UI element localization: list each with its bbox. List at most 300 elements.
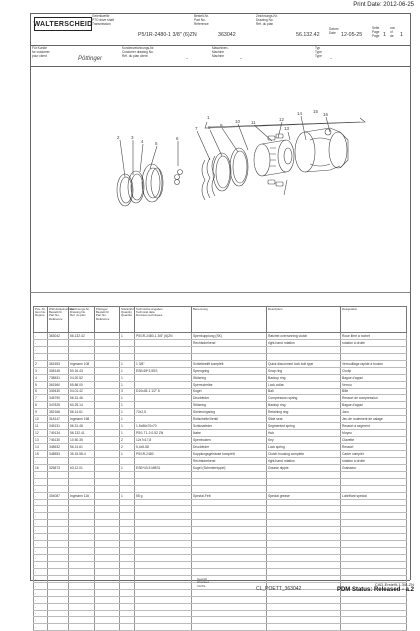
table-cell bbox=[192, 506, 267, 513]
table-cell: 746130 bbox=[48, 437, 69, 444]
table-cell bbox=[69, 610, 95, 617]
balloon-9: 9 bbox=[220, 123, 223, 128]
table-cell bbox=[267, 575, 341, 582]
table-cell bbox=[267, 610, 341, 617]
table-cell: - bbox=[34, 568, 48, 575]
table-cell bbox=[48, 339, 69, 346]
table-row bbox=[34, 450, 407, 457]
table-cell bbox=[48, 568, 69, 575]
table-cell bbox=[120, 499, 135, 506]
table-cell bbox=[69, 534, 95, 541]
table-cell bbox=[69, 513, 95, 520]
table-cell bbox=[120, 527, 135, 534]
table-cell bbox=[120, 506, 135, 513]
table-cell bbox=[192, 471, 267, 478]
balloon-8: 8 bbox=[208, 125, 211, 130]
table-cell bbox=[341, 555, 407, 562]
table-cell: - bbox=[34, 596, 48, 603]
table-cell bbox=[48, 596, 69, 603]
table-cell: 2 bbox=[120, 444, 135, 451]
table-cell: 749134 bbox=[48, 430, 69, 437]
table-cell: 1 bbox=[120, 374, 135, 381]
table-cell bbox=[135, 471, 192, 478]
table-cell: Ressort de compression bbox=[341, 395, 407, 402]
table-cell bbox=[95, 374, 120, 381]
table-row bbox=[34, 395, 407, 402]
table-cell bbox=[192, 561, 267, 568]
table-cell: 347825 bbox=[48, 402, 69, 409]
balloon-10: 10 bbox=[235, 119, 241, 124]
table-cell: 1 bbox=[120, 367, 135, 374]
table-cell: - bbox=[34, 603, 48, 610]
balloon-15: 15 bbox=[313, 109, 319, 114]
table-cell bbox=[341, 541, 407, 548]
page-value: 1 bbox=[383, 32, 386, 38]
table-cell: Ratchet overrunning clutch bbox=[267, 333, 341, 340]
table-cell bbox=[48, 589, 69, 596]
table-cell bbox=[120, 610, 135, 617]
table-cell: rotation à droite bbox=[341, 339, 407, 346]
table-cell bbox=[135, 548, 192, 555]
table-cell bbox=[267, 485, 341, 492]
table-row bbox=[34, 381, 407, 388]
machine-value: - bbox=[240, 56, 242, 62]
table-row bbox=[34, 603, 407, 610]
table-cell bbox=[341, 624, 407, 631]
table-cell: 1 bbox=[120, 395, 135, 402]
table-cell bbox=[95, 492, 120, 499]
table-cell: 72x2,5 bbox=[135, 409, 192, 416]
table-cell: Graisseur bbox=[341, 464, 407, 471]
table-cell: 56.132.42 bbox=[69, 333, 95, 340]
table-cell bbox=[267, 513, 341, 520]
table-cell: Schiebestift komplett bbox=[192, 360, 267, 367]
table-cell bbox=[69, 339, 95, 346]
customer-labels: Für Kunde for customer pour client bbox=[32, 46, 50, 58]
table-cell: 345131 bbox=[48, 423, 69, 430]
table-cell bbox=[95, 548, 120, 555]
table-cell: Ressort à segment bbox=[341, 423, 407, 430]
table-cell: 14 bbox=[34, 444, 48, 451]
table-cell: 308145 bbox=[48, 367, 69, 374]
table-cell bbox=[341, 610, 407, 617]
table-cell: 2 bbox=[34, 360, 48, 367]
table-cell bbox=[135, 603, 192, 610]
table-cell bbox=[192, 513, 267, 520]
table-cell bbox=[341, 520, 407, 527]
table-cell: 361553 bbox=[48, 360, 69, 367]
table-cell: 12x7x17,8 bbox=[135, 437, 192, 444]
table-cell: Kugel bbox=[192, 388, 267, 395]
table-cell: Lock spring bbox=[267, 444, 341, 451]
table-cell bbox=[135, 381, 192, 388]
table-cell bbox=[341, 506, 407, 513]
table-cell bbox=[95, 596, 120, 603]
table-cell bbox=[69, 541, 95, 548]
table-cell bbox=[135, 610, 192, 617]
table-row bbox=[34, 499, 407, 506]
table-cell bbox=[95, 339, 120, 346]
table-cell bbox=[69, 582, 95, 589]
table-cell bbox=[69, 561, 95, 568]
designation-value: P5/1R-2480-1 3/8" (6)ZN bbox=[138, 32, 197, 38]
table-cell bbox=[341, 499, 407, 506]
table-cell bbox=[69, 568, 95, 575]
table-row bbox=[34, 596, 407, 603]
table-cell bbox=[69, 520, 95, 527]
table-cell bbox=[341, 471, 407, 478]
table-cell: 60.25.14 bbox=[69, 402, 95, 409]
table-cell: 5 bbox=[34, 381, 48, 388]
table-cell: Ball bbox=[267, 388, 341, 395]
table-cell bbox=[192, 610, 267, 617]
machine-labels: Maschinen- Machine Machine bbox=[212, 46, 229, 58]
table-cell bbox=[95, 575, 120, 582]
table-cell: Sperrscheibe bbox=[192, 381, 267, 388]
table-cell bbox=[192, 548, 267, 555]
customer-value: Pöttinger bbox=[78, 56, 103, 62]
table-cell bbox=[95, 409, 120, 416]
table-row bbox=[34, 367, 407, 374]
table-cell bbox=[135, 478, 192, 485]
table-cell: 16 bbox=[34, 464, 48, 471]
table-cell: 7 bbox=[34, 395, 48, 402]
table-cell bbox=[48, 527, 69, 534]
table-cell bbox=[135, 561, 192, 568]
table-cell bbox=[192, 603, 267, 610]
table-cell: 50.16.43 bbox=[69, 367, 95, 374]
order-labels: Bestell-Nr. Part No. Reference bbox=[194, 14, 209, 26]
table-cell bbox=[48, 561, 69, 568]
table-row bbox=[34, 353, 407, 360]
table-cell bbox=[192, 478, 267, 485]
table-cell: P5/1 T1-3 0-52 ZN bbox=[135, 430, 192, 437]
table-cell bbox=[48, 513, 69, 520]
table-cell: Clutch housing complete bbox=[267, 450, 341, 457]
table-cell bbox=[120, 575, 135, 582]
table-cell bbox=[48, 520, 69, 527]
table-cell bbox=[95, 617, 120, 624]
table-cell bbox=[120, 589, 135, 596]
table-cell bbox=[120, 478, 135, 485]
table-cell: Sperrbolzen bbox=[192, 437, 267, 444]
table-cell: - bbox=[34, 561, 48, 568]
table-cell: 12 bbox=[34, 430, 48, 437]
table-cell: Compression spring bbox=[267, 395, 341, 402]
exploded-view-drawing bbox=[0, 0, 420, 295]
table-cell bbox=[135, 624, 192, 631]
table-cell: Bille bbox=[341, 388, 407, 395]
table-row bbox=[34, 388, 407, 395]
table-cell: Quick disconnect lock bolt type bbox=[267, 360, 341, 367]
table-cell: Segmented spring bbox=[267, 423, 341, 430]
table-cell bbox=[267, 520, 341, 527]
table-cell bbox=[341, 603, 407, 610]
footer-cad-code: CAD-Erstellt-1-3/8-ZN bbox=[374, 582, 414, 587]
table-cell: right-hand rotation bbox=[267, 457, 341, 464]
table-cell: Sprengring bbox=[192, 367, 267, 374]
table-cell bbox=[192, 485, 267, 492]
table-cell: Backup ring bbox=[267, 402, 341, 409]
footer-code: CL_POETT_363042 bbox=[256, 586, 302, 592]
table-cell bbox=[192, 624, 267, 631]
table-cell: Bague d'appui bbox=[341, 374, 407, 381]
table-cell bbox=[95, 437, 120, 444]
table-row bbox=[34, 374, 407, 381]
table-cell: 65.86.00 bbox=[69, 381, 95, 388]
table-cell bbox=[69, 548, 95, 555]
table-cell: - bbox=[34, 610, 48, 617]
table-cell bbox=[341, 617, 407, 624]
table-cell: 13 bbox=[34, 437, 48, 444]
table-cell bbox=[69, 457, 95, 464]
table-cell: 1 bbox=[120, 464, 135, 471]
table-cell: Ingmann 108 bbox=[69, 360, 95, 367]
table-cell: Moyeu bbox=[341, 430, 407, 437]
table-cell bbox=[341, 548, 407, 555]
table-row bbox=[34, 423, 407, 430]
table-cell: - bbox=[34, 617, 48, 624]
table-cell bbox=[192, 534, 267, 541]
table-cell bbox=[48, 624, 69, 631]
table-row bbox=[34, 548, 407, 555]
table-row bbox=[34, 409, 407, 416]
table-cell bbox=[192, 527, 267, 534]
table-cell: Hub bbox=[267, 430, 341, 437]
table-cell: 363042 bbox=[48, 333, 69, 340]
table-cell bbox=[69, 589, 95, 596]
table-cell bbox=[120, 548, 135, 555]
table-row bbox=[34, 568, 407, 575]
table-cell bbox=[48, 485, 69, 492]
table-cell: - bbox=[34, 339, 48, 346]
table-cell: 11 bbox=[34, 423, 48, 430]
column-header: Zeichnungs-Nr. Drawing No. Réf. du plan bbox=[69, 307, 95, 333]
table-cell bbox=[120, 520, 135, 527]
table-cell bbox=[267, 617, 341, 624]
table-cell bbox=[341, 527, 407, 534]
pages-value: 1 bbox=[400, 32, 403, 38]
company-logo: WALTERSCHEID bbox=[34, 17, 92, 31]
table-cell bbox=[95, 360, 120, 367]
table-cell: 345790 bbox=[48, 395, 69, 402]
table-cell: 1 bbox=[120, 381, 135, 388]
table-cell: - bbox=[34, 541, 48, 548]
table-cell: Kupplungsgehäuse komplett bbox=[192, 450, 267, 457]
table-cell bbox=[135, 485, 192, 492]
date-value: 12-05-25 bbox=[341, 32, 363, 38]
table-cell bbox=[95, 444, 120, 451]
table-row bbox=[34, 617, 407, 624]
table-cell: 1 bbox=[120, 423, 135, 430]
table-cell: Carter complet bbox=[341, 450, 407, 457]
balloon-1: 1 bbox=[207, 115, 210, 120]
table-row bbox=[34, 520, 407, 527]
table-row bbox=[34, 541, 407, 548]
table-cell: - bbox=[34, 589, 48, 596]
table-cell: - bbox=[34, 513, 48, 520]
table-cell: - bbox=[34, 353, 48, 360]
table-cell bbox=[95, 346, 120, 353]
table-cell bbox=[95, 416, 120, 423]
balloon-13: 13 bbox=[284, 126, 290, 131]
table-cell bbox=[135, 506, 192, 513]
table-cell bbox=[120, 471, 135, 478]
table-cell bbox=[95, 457, 120, 464]
table-cell: Rechtsdrehend bbox=[192, 457, 267, 464]
date-labels: Datum Date bbox=[329, 27, 339, 35]
table-cell bbox=[48, 457, 69, 464]
table-header-row bbox=[34, 307, 407, 333]
table-cell: 3 bbox=[34, 367, 48, 374]
table-row bbox=[34, 437, 407, 444]
table-cell: 55 g bbox=[135, 492, 192, 499]
table-cell bbox=[192, 596, 267, 603]
drawing-value: 56.132.42 bbox=[296, 32, 320, 38]
table-cell bbox=[95, 541, 120, 548]
table-cell: 325873 bbox=[48, 464, 69, 471]
table-cell bbox=[192, 568, 267, 575]
table-cell bbox=[69, 353, 95, 360]
balloon-7: 7 bbox=[195, 126, 198, 131]
table-cell bbox=[267, 603, 341, 610]
table-cell: 361560 bbox=[48, 381, 69, 388]
table-cell: Rechtsdrehend bbox=[192, 339, 267, 346]
table-row bbox=[34, 464, 407, 471]
table-cell: D10x45-1 1/2" 6 bbox=[135, 388, 192, 395]
table-cell bbox=[69, 346, 95, 353]
table-cell bbox=[135, 596, 192, 603]
table-cell bbox=[120, 596, 135, 603]
table-cell bbox=[267, 596, 341, 603]
table-cell: 1 bbox=[120, 492, 135, 499]
table-cell: - bbox=[34, 534, 48, 541]
customer-drawing-labels: Kundenzeichnungs-Nr. Customer drawing No. Réf. du plan client bbox=[122, 46, 155, 58]
table-cell bbox=[95, 478, 120, 485]
table-row bbox=[34, 527, 407, 534]
table-cell bbox=[120, 624, 135, 631]
table-cell bbox=[120, 555, 135, 562]
table-cell: - bbox=[34, 506, 48, 513]
table-cell bbox=[48, 346, 69, 353]
table-cell: 04.01.42 bbox=[69, 388, 95, 395]
table-cell: Ingmann 158 bbox=[69, 416, 95, 423]
table-cell bbox=[95, 513, 120, 520]
table-cell: Bague d'appui bbox=[341, 402, 407, 409]
table-cell: Rollschelle/Ventil bbox=[192, 416, 267, 423]
table-cell: Verrouillage rapide à boulon bbox=[341, 360, 407, 367]
table-cell: Circlip bbox=[341, 367, 407, 374]
table-cell: - bbox=[34, 624, 48, 631]
check-signature-block: Geprüft Checked Vérifié bbox=[197, 577, 209, 588]
table-cell bbox=[120, 541, 135, 548]
table-cell: 5,4x5-58 bbox=[135, 444, 192, 451]
table-cell bbox=[120, 568, 135, 575]
table-cell bbox=[267, 499, 341, 506]
table-cell: 10 bbox=[34, 416, 48, 423]
table-cell: Schlussfeder bbox=[192, 423, 267, 430]
table-cell: Lubrifiant spécial bbox=[341, 492, 407, 499]
table-cell bbox=[192, 353, 267, 360]
table-cell bbox=[135, 374, 192, 381]
column-header: Pöttinger Bestell-Nr. Part No. Référence bbox=[95, 307, 120, 333]
table-cell: 10.50.35 bbox=[69, 437, 95, 444]
table-cell bbox=[120, 339, 135, 346]
table-cell: 3 bbox=[120, 388, 135, 395]
table-cell bbox=[95, 423, 120, 430]
table-cell bbox=[135, 520, 192, 527]
table-cell bbox=[95, 589, 120, 596]
table-cell: - bbox=[34, 333, 48, 340]
table-cell bbox=[95, 506, 120, 513]
designation-labels: Gelenkwelle PTO drive shaft Transmission bbox=[92, 14, 115, 26]
table-row bbox=[34, 478, 407, 485]
table-row bbox=[34, 561, 407, 568]
footer-right bbox=[337, 582, 414, 593]
table-cell bbox=[135, 527, 192, 534]
table-cell bbox=[120, 534, 135, 541]
table-cell bbox=[267, 478, 341, 485]
table-cell bbox=[48, 471, 69, 478]
table-cell: Sicherungsring bbox=[192, 409, 267, 416]
table-cell bbox=[135, 339, 192, 346]
table-cell: Ressort bbox=[341, 444, 407, 451]
table-cell: - bbox=[34, 520, 48, 527]
table-cell: 8 bbox=[34, 402, 48, 409]
table-row bbox=[34, 360, 407, 367]
table-cell bbox=[135, 534, 192, 541]
table-cell bbox=[69, 596, 95, 603]
table-cell: Ingmann 116 bbox=[69, 492, 95, 499]
table-row bbox=[34, 339, 407, 346]
table-cell: 63.12.01 bbox=[69, 464, 95, 471]
table-row bbox=[34, 444, 407, 451]
table-cell bbox=[48, 506, 69, 513]
table-cell: right-hand rotation bbox=[267, 339, 341, 346]
table-cell: - bbox=[34, 548, 48, 555]
balloon-14: 14 bbox=[297, 111, 303, 116]
table-cell bbox=[95, 333, 120, 340]
table-cell: - bbox=[34, 575, 48, 582]
table-cell bbox=[135, 402, 192, 409]
table-cell bbox=[267, 527, 341, 534]
table-cell: - bbox=[34, 485, 48, 492]
table-cell: 1 bbox=[120, 360, 135, 367]
table-cell: 1 bbox=[120, 430, 135, 437]
table-cell bbox=[120, 353, 135, 360]
table-cell: - bbox=[34, 457, 48, 464]
table-cell bbox=[341, 485, 407, 492]
table-cell bbox=[95, 353, 120, 360]
table-cell: 1 bbox=[120, 416, 135, 423]
table-row bbox=[34, 534, 407, 541]
table-cell: Grease nipple bbox=[267, 464, 341, 471]
table-cell: 1,5x86x70x70 bbox=[135, 423, 192, 430]
table-cell bbox=[135, 346, 192, 353]
table-cell: 56.31.46 bbox=[69, 395, 95, 402]
table-cell bbox=[267, 561, 341, 568]
table-row bbox=[34, 506, 407, 513]
column-header: Stückzahl Quantity Quantité bbox=[120, 307, 135, 333]
table-cell bbox=[95, 555, 120, 562]
table-cell: P5/1R-2480-1 3/8" (6)ZN bbox=[135, 333, 192, 340]
table-cell: 1 bbox=[120, 333, 135, 340]
table-cell: Druckfeder bbox=[192, 395, 267, 402]
table-cell bbox=[192, 520, 267, 527]
table-row bbox=[34, 610, 407, 617]
table-row bbox=[34, 346, 407, 353]
table-cell bbox=[192, 555, 267, 562]
